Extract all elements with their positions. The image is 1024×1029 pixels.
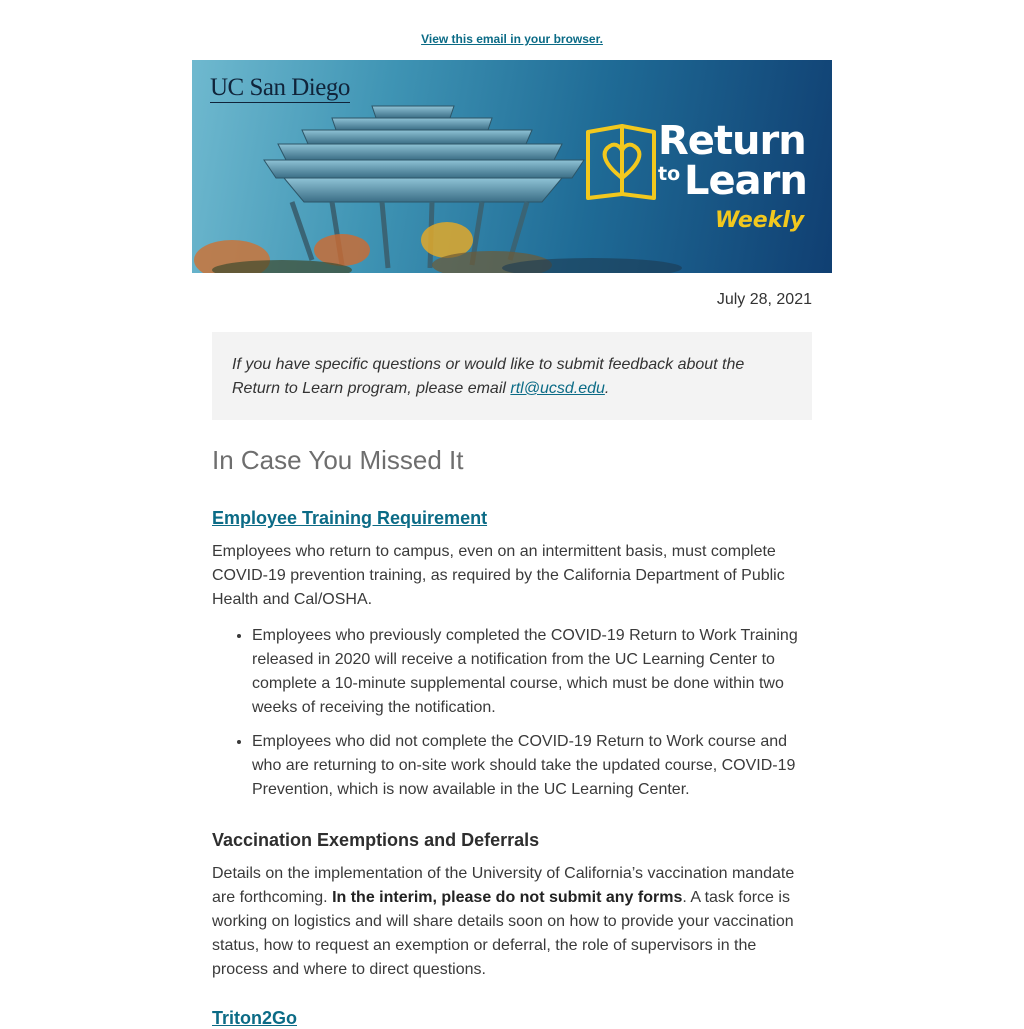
notice-text-end: . <box>604 380 610 397</box>
article-body-employee-training: Employees who return to campus, even on an intermittent basis, must complete COVID-19 prevention training, as required by the California Department of Public Health and Cal/OSHA. <box>212 543 785 608</box>
program-title-learn: Learn <box>684 158 807 204</box>
view-in-browser-link[interactable]: View this email in your browser. <box>421 32 603 46</box>
article-body-vaccination: Details on the implementation of the University of California’s vaccination mandate are forthcoming. In the interim, please do not submit any forms. A task force is working on logistics and will share details soon on how to provide your vaccination status, how to request an exemption or deferral, the role of supervisors in the process and where to direct questions. <box>212 865 795 978</box>
list-item: • Employees who did not complete the COVID-19 Return to Work course and who are returning to on-site work should take the updated course, COVID-19 Prevention, which is now available in the UC Learning Center. <box>252 730 812 802</box>
list-item: • Employees who previously completed the COVID-19 Return to Work Training released in 2020 will receive a notification from the UC Learning Center to complete a 10-minute supplemental course, which must be done within two weeks of receiving the notification. <box>252 624 812 720</box>
feedback-notice <box>212 332 812 420</box>
program-title-to: to <box>658 163 681 185</box>
book-heart-icon <box>588 126 654 198</box>
section-title: In Case You Missed It <box>212 445 464 475</box>
notice-text: If you have specific questions or would like to submit feedback about the Return to Learn program, please email <box>232 356 745 397</box>
article-link-employee-training[interactable]: Employee Training Requirement <box>212 508 488 528</box>
flowers-image <box>194 222 682 273</box>
article-link-triton2go[interactable]: Triton2Go <box>212 1008 297 1028</box>
program-title-return: Return <box>658 118 806 164</box>
preheader <box>0 30 1024 48</box>
issue-date: July 28, 2021 <box>716 291 812 308</box>
program-title-weekly: Weekly <box>715 208 805 233</box>
article-heading-vaccination: Vaccination Exemptions and Deferrals <box>212 830 540 850</box>
training-bullet-list <box>212 624 812 812</box>
uc-san-diego-logo: UC San Diego <box>210 74 350 101</box>
header-banner <box>192 60 832 273</box>
library-building-image <box>264 106 584 202</box>
feedback-email-link[interactable]: rtl@ucsd.edu <box>510 380 605 397</box>
